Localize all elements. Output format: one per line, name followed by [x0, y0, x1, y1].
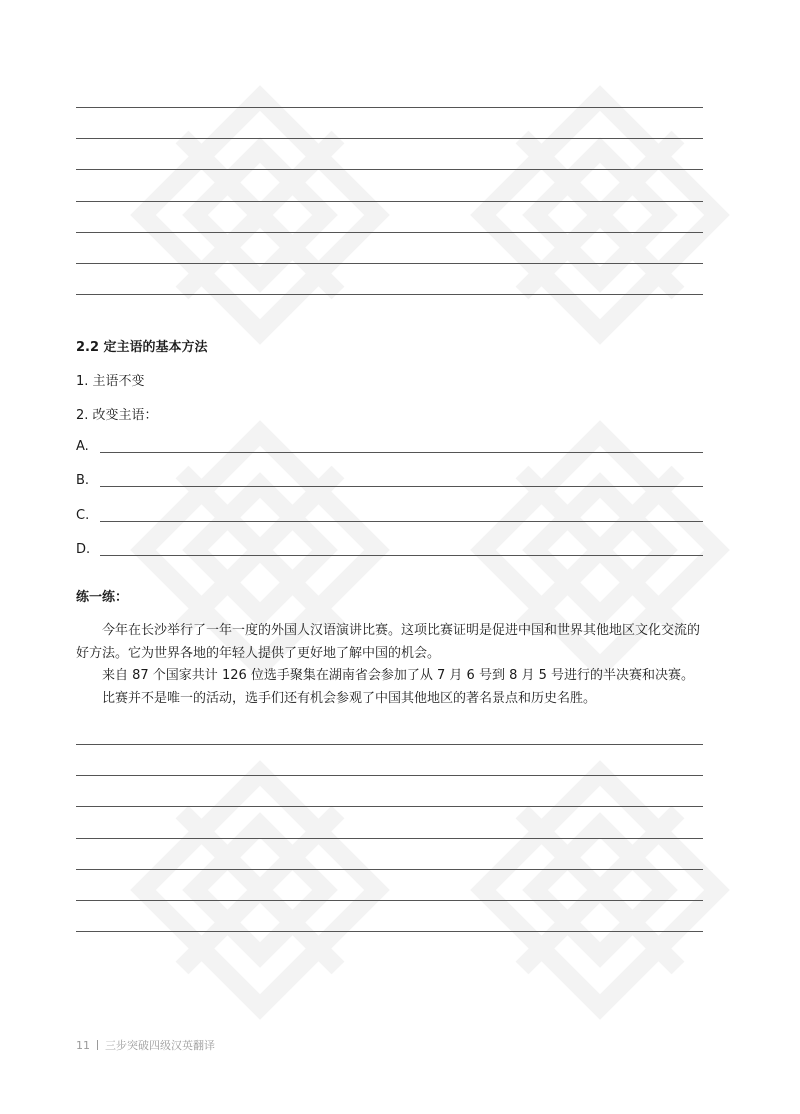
method-item-1: 1. 主语不变 — [76, 374, 145, 389]
page-footer — [76, 1037, 215, 1053]
watermark-logo — [470, 760, 730, 1020]
option-d-row — [76, 539, 703, 559]
writing-line[interactable] — [76, 263, 703, 264]
writing-line[interactable] — [76, 232, 703, 233]
passage-paragraph-2: 来自 87 个国家共计 126 位选手聚集在湖南省会参加了从 7 月 6 号到 8 月 5 号进行的半决赛和决赛。 — [102, 668, 695, 683]
writing-line[interactable] — [76, 294, 703, 295]
answer-line[interactable] — [76, 900, 703, 901]
passage-paragraph-1: 今年在长沙举行了一年一度的外国人汉语演讲比赛。这项比赛证明是促进中国和世界其他地区文化交流的好方法。它为世界各地的年轻人提供了更好地了解中国的机会。 — [76, 623, 701, 661]
option-b-label: B. — [76, 473, 90, 488]
answer-line[interactable] — [76, 838, 703, 839]
method-item-2: 2. 改变主语： — [76, 408, 158, 423]
option-b-row — [76, 470, 703, 490]
option-c-blank[interactable] — [100, 521, 703, 522]
answer-line[interactable] — [76, 806, 703, 807]
footer-separator — [97, 1040, 98, 1050]
practice-heading: 练一练： — [76, 590, 129, 605]
option-d-label: D. — [76, 542, 91, 557]
option-c-row — [76, 505, 703, 525]
answer-line[interactable] — [76, 869, 703, 870]
answer-line[interactable] — [76, 775, 703, 776]
answer-line[interactable] — [76, 744, 703, 745]
writing-line[interactable] — [76, 201, 703, 202]
option-a-blank[interactable] — [100, 452, 703, 453]
page-number: 11 — [76, 1039, 90, 1052]
writing-line[interactable] — [76, 107, 703, 108]
option-d-blank[interactable] — [100, 555, 703, 556]
watermark-logo — [130, 85, 390, 345]
book-title: 三步突破四级汉英翻译 — [105, 1039, 215, 1052]
option-a-row — [76, 436, 703, 456]
practice-passage — [76, 620, 706, 710]
watermark-logo — [470, 85, 730, 345]
writing-line[interactable] — [76, 138, 703, 139]
section-heading: 2.2 定主语的基本方法 — [76, 340, 208, 355]
option-c-label: C. — [76, 508, 90, 523]
option-a-label: A. — [76, 439, 89, 454]
watermark-logo — [130, 760, 390, 1020]
passage-paragraph-3: 比赛并不是唯一的活动，选手们还有机会参观了中国其他地区的著名景点和历史名胜。 — [102, 690, 597, 706]
writing-line[interactable] — [76, 169, 703, 170]
answer-line[interactable] — [76, 931, 703, 932]
option-b-blank[interactable] — [100, 486, 703, 487]
